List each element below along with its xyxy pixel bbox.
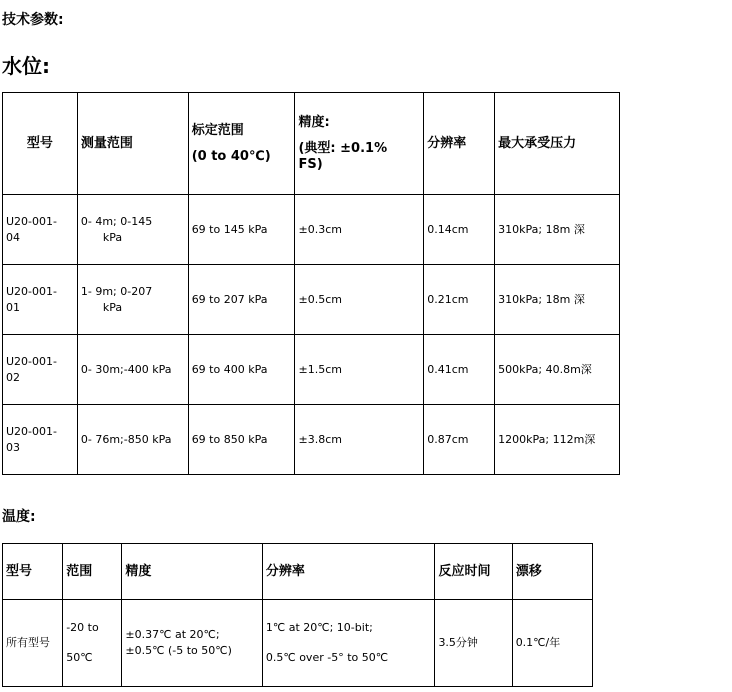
cell-calibration: 69 to 400 kPa xyxy=(188,335,295,405)
table-row xyxy=(3,195,620,265)
cell-range: 0- 76m;-850 kPa xyxy=(77,405,188,475)
cell-resolution: 0.41cm xyxy=(424,335,495,405)
cell-max-pressure: 1200kPa; 112m深 xyxy=(495,405,620,475)
cell-max-pressure: 310kPa; 18m 深 xyxy=(495,265,620,335)
cell-resolution: 0.21cm xyxy=(424,265,495,335)
cell-range: 0- 30m;-400 kPa xyxy=(77,335,188,405)
cell-accuracy: ±1.5cm xyxy=(295,335,424,405)
cell-calibration: 69 to 207 kPa xyxy=(188,265,295,335)
table-row xyxy=(3,600,593,687)
cell-max-pressure: 500kPa; 40.8m深 xyxy=(495,335,620,405)
header-calibration-range: 标定范围 (0 to 40℃) xyxy=(188,93,295,195)
water-level-heading: 水位: xyxy=(2,54,50,78)
cell-model: U20-001- 04 xyxy=(3,195,78,265)
header-model: 型号 xyxy=(3,544,63,600)
cell-range: 0- 4m; 0-145 kPa xyxy=(77,195,188,265)
cell-range: 1- 9m; 0-207 kPa xyxy=(77,265,188,335)
cell-resolution: 1℃ at 20℃; 10-bit; 0.5℃ over -5° to 50℃ xyxy=(262,600,435,687)
water-level-table xyxy=(2,92,620,475)
table-header-row xyxy=(3,93,620,195)
temperature-heading: 温度: xyxy=(2,509,36,525)
table-header-row xyxy=(3,544,593,600)
table-row xyxy=(3,335,620,405)
cell-calibration: 69 to 850 kPa xyxy=(188,405,295,475)
header-resolution: 分辨率 xyxy=(262,544,435,600)
page-title: 技术参数: xyxy=(2,12,64,28)
cell-accuracy: ±0.3cm xyxy=(295,195,424,265)
header-accuracy: 精度 xyxy=(122,544,262,600)
header-range: 范围 xyxy=(63,544,122,600)
cell-calibration: 69 to 145 kPa xyxy=(188,195,295,265)
header-accuracy: 精度: (典型: ±0.1% FS) xyxy=(295,93,424,195)
header-range: 测量范围 xyxy=(77,93,188,195)
header-response-time: 反应时间 xyxy=(435,544,512,600)
cell-resolution: 0.14cm xyxy=(424,195,495,265)
header-resolution: 分辨率 xyxy=(424,93,495,195)
cell-accuracy: ±0.37℃ at 20℃; ±0.5℃ (-5 to 50℃) xyxy=(122,600,262,687)
header-drift: 漂移 xyxy=(512,544,592,600)
cell-range: -20 to 50℃ xyxy=(63,600,122,687)
cell-response-time: 3.5分钟 xyxy=(435,600,512,687)
cell-model: U20-001- 02 xyxy=(3,335,78,405)
header-max-pressure: 最大承受压力 xyxy=(495,93,620,195)
temperature-table xyxy=(2,543,593,687)
cell-accuracy: ±0.5cm xyxy=(295,265,424,335)
cell-max-pressure: 310kPa; 18m 深 xyxy=(495,195,620,265)
header-model: 型号 xyxy=(3,93,78,195)
cell-model: U20-001- 03 xyxy=(3,405,78,475)
table-row xyxy=(3,265,620,335)
cell-model: 所有型号 xyxy=(3,600,63,687)
cell-resolution: 0.87cm xyxy=(424,405,495,475)
table-row xyxy=(3,405,620,475)
cell-drift: 0.1℃/年 xyxy=(512,600,592,687)
cell-accuracy: ±3.8cm xyxy=(295,405,424,475)
cell-model: U20-001- 01 xyxy=(3,265,78,335)
